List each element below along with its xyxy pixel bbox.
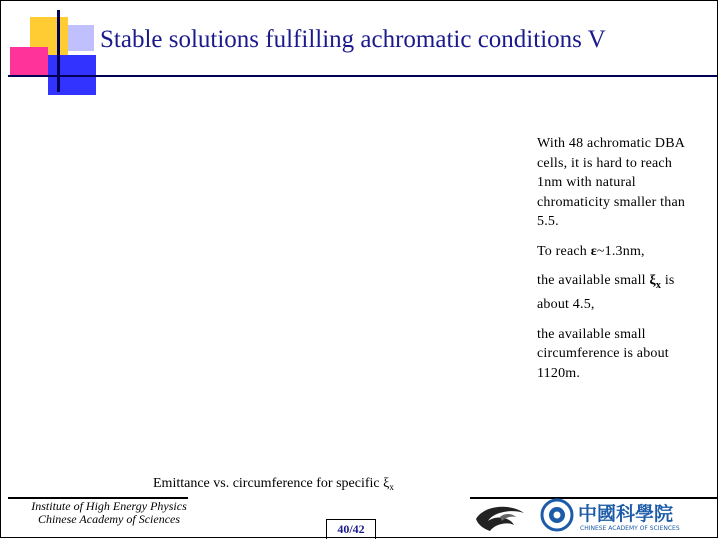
- ihep-logo-icon: [470, 499, 532, 537]
- caption-text: Emittance vs. circumference for specific: [153, 476, 384, 491]
- decorative-pink-square: [10, 47, 48, 75]
- slide-title: Stable solutions fulfilling achromatic conditions V: [100, 26, 606, 53]
- paragraph-achromatic-cells: With 48 achromatic DBA cells, it is hard to reach 1nm with natural chromaticity smaller than 5.5.: [537, 136, 686, 229]
- institute-name: [24, 500, 194, 526]
- cas-logo-subtext: CHINESE ACADEMY OF SCIENCES: [580, 525, 680, 532]
- caption-xi-symbol: ξ: [383, 476, 390, 491]
- institute-line2: Chinese Academy of Sciences: [37, 512, 181, 526]
- decorative-vertical-line: [57, 10, 60, 92]
- epsilon-symbol: ε: [590, 243, 597, 259]
- cas-logo-icon: [540, 498, 690, 534]
- para3-suffix: is about 4.5,: [537, 273, 675, 313]
- para3-prefix: the available small: [537, 273, 650, 288]
- caption-xi-subscript: x: [389, 482, 394, 492]
- body-text: [537, 134, 697, 393]
- figure-caption: [153, 476, 394, 492]
- institute-line1: Institute of High Energy Physics: [31, 499, 187, 513]
- xi-symbol: ξ: [649, 273, 656, 288]
- xi-subscript: x: [655, 279, 662, 291]
- page-number: 40/42: [326, 519, 376, 539]
- para2-suffix: ~1.3nm,: [596, 243, 645, 259]
- paragraph-reach-emittance: [537, 242, 697, 262]
- decorative-lavender-square: [68, 25, 94, 51]
- title-underline: [8, 75, 717, 77]
- para2-prefix: To reach: [537, 243, 591, 259]
- paragraph-chromaticity: [537, 271, 697, 315]
- paragraph-circumference: the available small circumference is about 1120m.: [537, 326, 669, 381]
- cas-logo-text: 中國科學院: [578, 503, 674, 525]
